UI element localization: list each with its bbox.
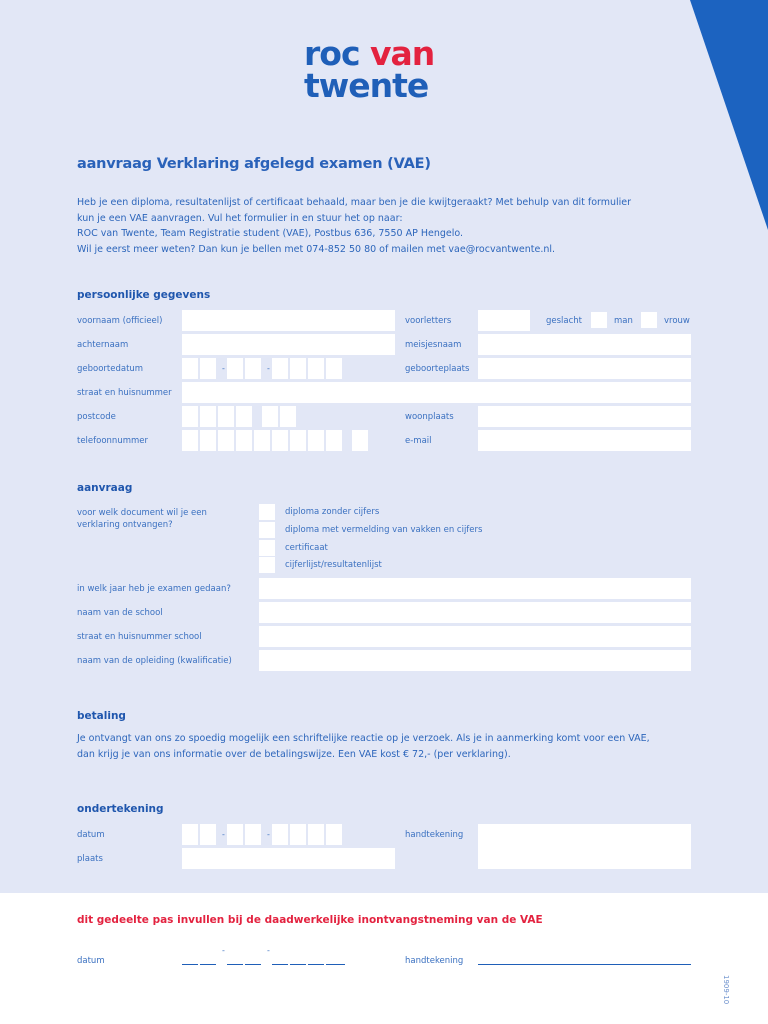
checkbox-option-1[interactable]	[259, 504, 275, 520]
label-straat: straat en huisnummer	[77, 388, 172, 398]
label-straat-school: straat en huisnummer school	[77, 632, 202, 642]
opleiding-input[interactable]	[259, 650, 691, 671]
postcode-cell[interactable]	[218, 406, 234, 427]
checkbox-option-4[interactable]	[259, 557, 275, 573]
date-separator: -	[267, 364, 270, 373]
voorletters-input[interactable]	[478, 310, 530, 331]
datum-cell[interactable]	[290, 824, 306, 845]
label-geboorteplaats: geboorteplaats	[405, 364, 470, 374]
label-man: man	[614, 316, 633, 326]
label-geboortedatum: geboortedatum	[77, 364, 144, 374]
email-input[interactable]	[478, 430, 691, 451]
geboorteplaats-input[interactable]	[478, 358, 691, 379]
handtekening-box[interactable]	[478, 824, 691, 869]
label-meisjesnaam: meisjesnaam	[405, 340, 462, 350]
roc-van-twente-logo: roc van twente	[304, 34, 435, 105]
geboortedatum-cell[interactable]	[227, 358, 243, 379]
checkbox-option-3[interactable]	[259, 540, 275, 556]
section-title-signing: ondertekening	[77, 803, 164, 815]
date-separator: -	[222, 946, 225, 955]
label-plaats: plaats	[77, 854, 103, 864]
label-achternaam: achternaam	[77, 340, 129, 350]
section-title-request: aanvraag	[77, 482, 133, 494]
telefoon-cell[interactable]	[218, 430, 234, 451]
geboortedatum-cell[interactable]	[272, 358, 288, 379]
achternaam-input[interactable]	[182, 334, 395, 355]
telefoon-cell[interactable]	[272, 430, 288, 451]
label-receipt-handtekening: handtekening	[405, 956, 464, 966]
receipt-datum-line[interactable]	[245, 964, 261, 965]
datum-cell[interactable]	[326, 824, 342, 845]
date-separator: -	[267, 946, 270, 955]
label-option-3: certificaat	[285, 543, 328, 553]
postcode-cell[interactable]	[262, 406, 278, 427]
telefoon-cell[interactable]	[352, 430, 368, 451]
label-woonplaats: woonplaats	[405, 412, 454, 422]
voornaam-input[interactable]	[182, 310, 395, 331]
corner-triangle-decoration	[690, 0, 768, 230]
label-postcode: postcode	[77, 412, 116, 422]
date-separator: -	[267, 830, 270, 839]
label-vrouw: vrouw	[664, 316, 690, 326]
receipt-datum-line[interactable]	[227, 964, 243, 965]
intro-text: Heb je een diploma, resultatenlijst of certificaat behaald, maar ben je die kwijtgeraakt? Met behulp van dit formulier kun je een VAE aanvragen. Vul het formulier in en stuur het op naar: ROC van Twente, Team Registratie student (VAE), Postbus 636, 7550 AP Hengelo. Wil je eerst meer weten? Dan kun je bellen met 074-852 50 80 of mailen met vae@rocvantwente.nl.	[77, 197, 632, 255]
receipt-datum-line[interactable]	[326, 964, 345, 965]
label-option-2: diploma met vermelding van vakken en cijfers	[285, 525, 483, 535]
telefoon-cell[interactable]	[308, 430, 324, 451]
jaar-input[interactable]	[259, 578, 691, 599]
geboortedatum-cell[interactable]	[200, 358, 216, 379]
telefoon-cell[interactable]	[326, 430, 342, 451]
geboortedatum-cell[interactable]	[308, 358, 324, 379]
receipt-section-title: dit gedeelte pas invullen bij de daadwerkelijke inontvangstneming van de VAE	[77, 914, 543, 926]
straat-input[interactable]	[182, 382, 691, 403]
page-title: aanvraag Verklaring afgelegd examen (VAE)	[77, 156, 431, 172]
datum-cell[interactable]	[227, 824, 243, 845]
label-telefoon: telefoonnummer	[77, 436, 148, 446]
telefoon-cell[interactable]	[200, 430, 216, 451]
label-jaar: in welk jaar heb je examen gedaan?	[77, 584, 231, 594]
label-option-4: cijferlijst/resultatenlijst	[285, 560, 382, 570]
geboortedatum-cell[interactable]	[245, 358, 261, 379]
datum-cell[interactable]	[308, 824, 324, 845]
postcode-cell[interactable]	[182, 406, 198, 427]
receipt-datum-line[interactable]	[200, 964, 216, 965]
checkbox-option-2[interactable]	[259, 522, 275, 538]
label-school: naam van de school	[77, 608, 163, 618]
telefoon-cell[interactable]	[182, 430, 198, 451]
label-email: e-mail	[405, 436, 432, 446]
label-document-question: voor welk document wil je een verklaring ontvangen?	[77, 508, 207, 530]
receipt-datum-line[interactable]	[308, 964, 324, 965]
label-receipt-datum: datum	[77, 956, 105, 966]
telefoon-cell[interactable]	[290, 430, 306, 451]
label-option-1: diploma zonder cijfers	[285, 507, 380, 517]
checkbox-vrouw[interactable]	[641, 312, 657, 328]
datum-cell[interactable]	[272, 824, 288, 845]
label-voornaam: voornaam (officieel)	[77, 316, 163, 326]
geboortedatum-cell[interactable]	[182, 358, 198, 379]
date-separator: -	[222, 830, 225, 839]
label-datum: datum	[77, 830, 105, 840]
receipt-datum-line[interactable]	[182, 964, 198, 965]
label-geslacht: geslacht	[546, 316, 583, 326]
label-handtekening: handtekening	[405, 830, 464, 840]
geboortedatum-cell[interactable]	[290, 358, 306, 379]
postcode-cell[interactable]	[236, 406, 252, 427]
label-voorletters: voorletters	[405, 316, 452, 326]
section-title-personal: persoonlijke gegevens	[77, 289, 211, 301]
label-opleiding: naam van de opleiding (kwalificatie)	[77, 656, 232, 666]
checkbox-man[interactable]	[591, 312, 607, 328]
school-input[interactable]	[259, 602, 691, 623]
date-separator: -	[222, 364, 225, 373]
receipt-datum-line[interactable]	[272, 964, 288, 965]
receipt-handtekening-line[interactable]	[478, 964, 691, 965]
version-code: 1909-10	[722, 975, 730, 1005]
payment-text: Je ontvangt van ons zo spoedig mogelijk een schriftelijke reactie op je verzoek. Als je in aanmerking komt voor een VAE, dan krijg je van ons informatie over de betalingswijze. Een VAE kost € 72,- (per verklaring).	[77, 733, 650, 760]
telefoon-cell[interactable]	[236, 430, 252, 451]
section-title-payment: betaling	[77, 710, 126, 722]
postcode-cell[interactable]	[200, 406, 216, 427]
geboortedatum-cell[interactable]	[326, 358, 342, 379]
woonplaats-input[interactable]	[478, 406, 691, 427]
receipt-datum-line[interactable]	[290, 964, 306, 965]
telefoon-cell[interactable]	[254, 430, 270, 451]
postcode-cell[interactable]	[280, 406, 296, 427]
datum-cell[interactable]	[182, 824, 198, 845]
datum-cell[interactable]	[200, 824, 216, 845]
datum-cell[interactable]	[245, 824, 261, 845]
meisjesnaam-input[interactable]	[478, 334, 691, 355]
plaats-input[interactable]	[182, 848, 395, 869]
straat-school-input[interactable]	[259, 626, 691, 647]
